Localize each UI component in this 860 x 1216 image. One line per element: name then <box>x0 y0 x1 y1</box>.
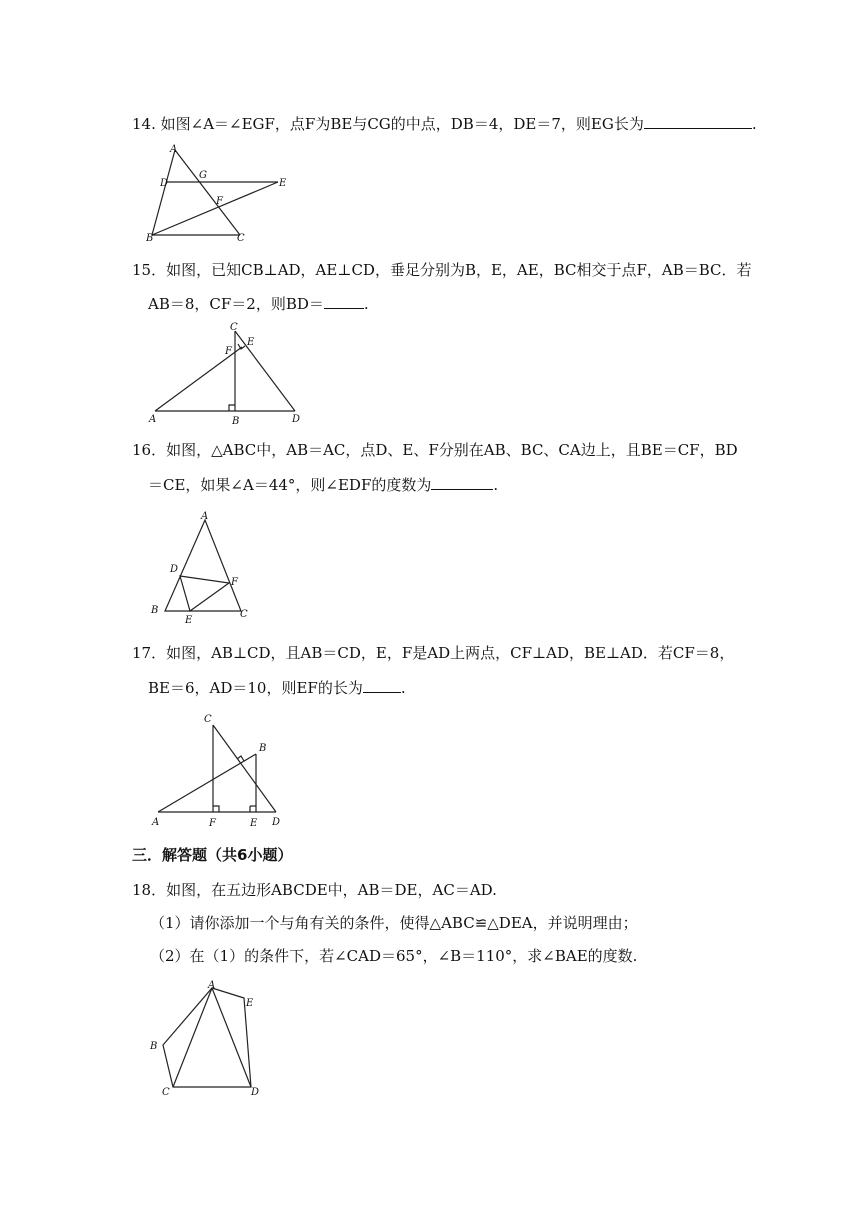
q14-label-d: D <box>160 178 169 189</box>
q15-label-f: F <box>225 346 232 357</box>
q15-answer-blank[interactable] <box>324 293 364 309</box>
q17-answer-blank[interactable] <box>363 677 401 693</box>
q17-label-e: E <box>250 818 258 829</box>
q16-text-line1 <box>132 440 738 460</box>
q14-stem: 14. 如图∠A＝∠EGF，点F为BE与CG的中点，DB＝4，DE＝7，则EG长为 <box>132 115 644 133</box>
q18-label-a: A <box>208 980 216 991</box>
q18-part2: （2）在（1）的条件下，若∠CAD＝65°，∠B＝110°，求∠BAE的度数. <box>150 947 638 965</box>
q16-label-c: C <box>240 609 248 620</box>
q18-label-e: E <box>246 998 254 1009</box>
q16-figure <box>145 505 265 625</box>
q15-label-b: B <box>232 416 240 427</box>
q17-label-d: D <box>272 817 281 828</box>
q15-text-line1 <box>132 260 752 280</box>
q15-stem: 15．如图，已知CB⊥AD，AE⊥CD，垂足分别为B，E，AE，BC相交于点F，AB＝BC．若 <box>132 261 752 279</box>
q17-label-b: B <box>259 743 267 754</box>
q15-label-e: E <box>247 337 255 348</box>
q16-answer-blank[interactable] <box>431 474 493 490</box>
q17-label-c: C <box>204 714 212 725</box>
q17-text-line2: BE＝6，AD＝10，则EF的长为 . <box>148 679 406 697</box>
q18-text-line1 <box>132 880 497 900</box>
q17-stem: 17．如图，AB⊥CD，且AB＝CD，E，F是AD上两点，CF⊥AD，BE⊥AD．若CF＝8， <box>132 644 735 662</box>
q16-text-line2: ＝CE，如果∠A＝44°，则∠EDF的度数为 . <box>148 476 499 494</box>
q18-part1: （1）请你添加一个与角有关的条件，使得△ABC≌△DEA，并说明理由； <box>150 914 638 932</box>
q15-label-c: C <box>230 322 238 333</box>
q18-figure <box>145 978 275 1103</box>
q17-label-a: A <box>152 817 160 828</box>
q17-figure <box>148 708 298 833</box>
q16-label-a: A <box>201 511 209 522</box>
q14-label-a: A <box>170 144 178 155</box>
q18-label-b: B <box>150 1041 158 1052</box>
q17-text-line1 <box>132 643 734 663</box>
q16-stem: 16．如图，△ABC中，AB＝AC，点D、E、F分别在AB、BC、CA边上，且BE＝CF，BD <box>132 441 738 459</box>
q14-label-f: F <box>216 196 223 207</box>
q15-label-d: D <box>292 414 301 425</box>
q15-figure <box>145 318 315 428</box>
q16-label-e: E <box>185 615 193 626</box>
q18-stem: 18．如图，在五边形ABCDE中，AB＝DE，AC＝AD. <box>132 881 497 899</box>
q14-text: 14. 如图∠A＝∠EGF，点F为BE与CG的中点，DB＝4，DE＝7，则EG长为 . <box>132 115 757 133</box>
q18-label-d: D <box>251 1087 260 1098</box>
q14-label-c: C <box>237 233 245 244</box>
q14-label-g: G <box>199 170 207 181</box>
q14-answer-blank[interactable] <box>644 113 752 129</box>
q15-label-a: A <box>149 414 157 425</box>
section-heading: 三．解答题（共6小题） <box>132 846 293 864</box>
q16-label-b: B <box>151 605 159 616</box>
q15-text-line2: AB＝8，CF＝2，则BD＝ . <box>148 295 369 313</box>
q14-label-b: B <box>146 233 154 244</box>
q17-label-f: F <box>209 818 216 829</box>
q18-label-c: C <box>162 1087 170 1098</box>
q16-label-d: D <box>170 564 179 575</box>
q14-figure <box>140 140 310 245</box>
q16-label-f: F <box>231 577 238 588</box>
q14-label-e: E <box>279 178 287 189</box>
